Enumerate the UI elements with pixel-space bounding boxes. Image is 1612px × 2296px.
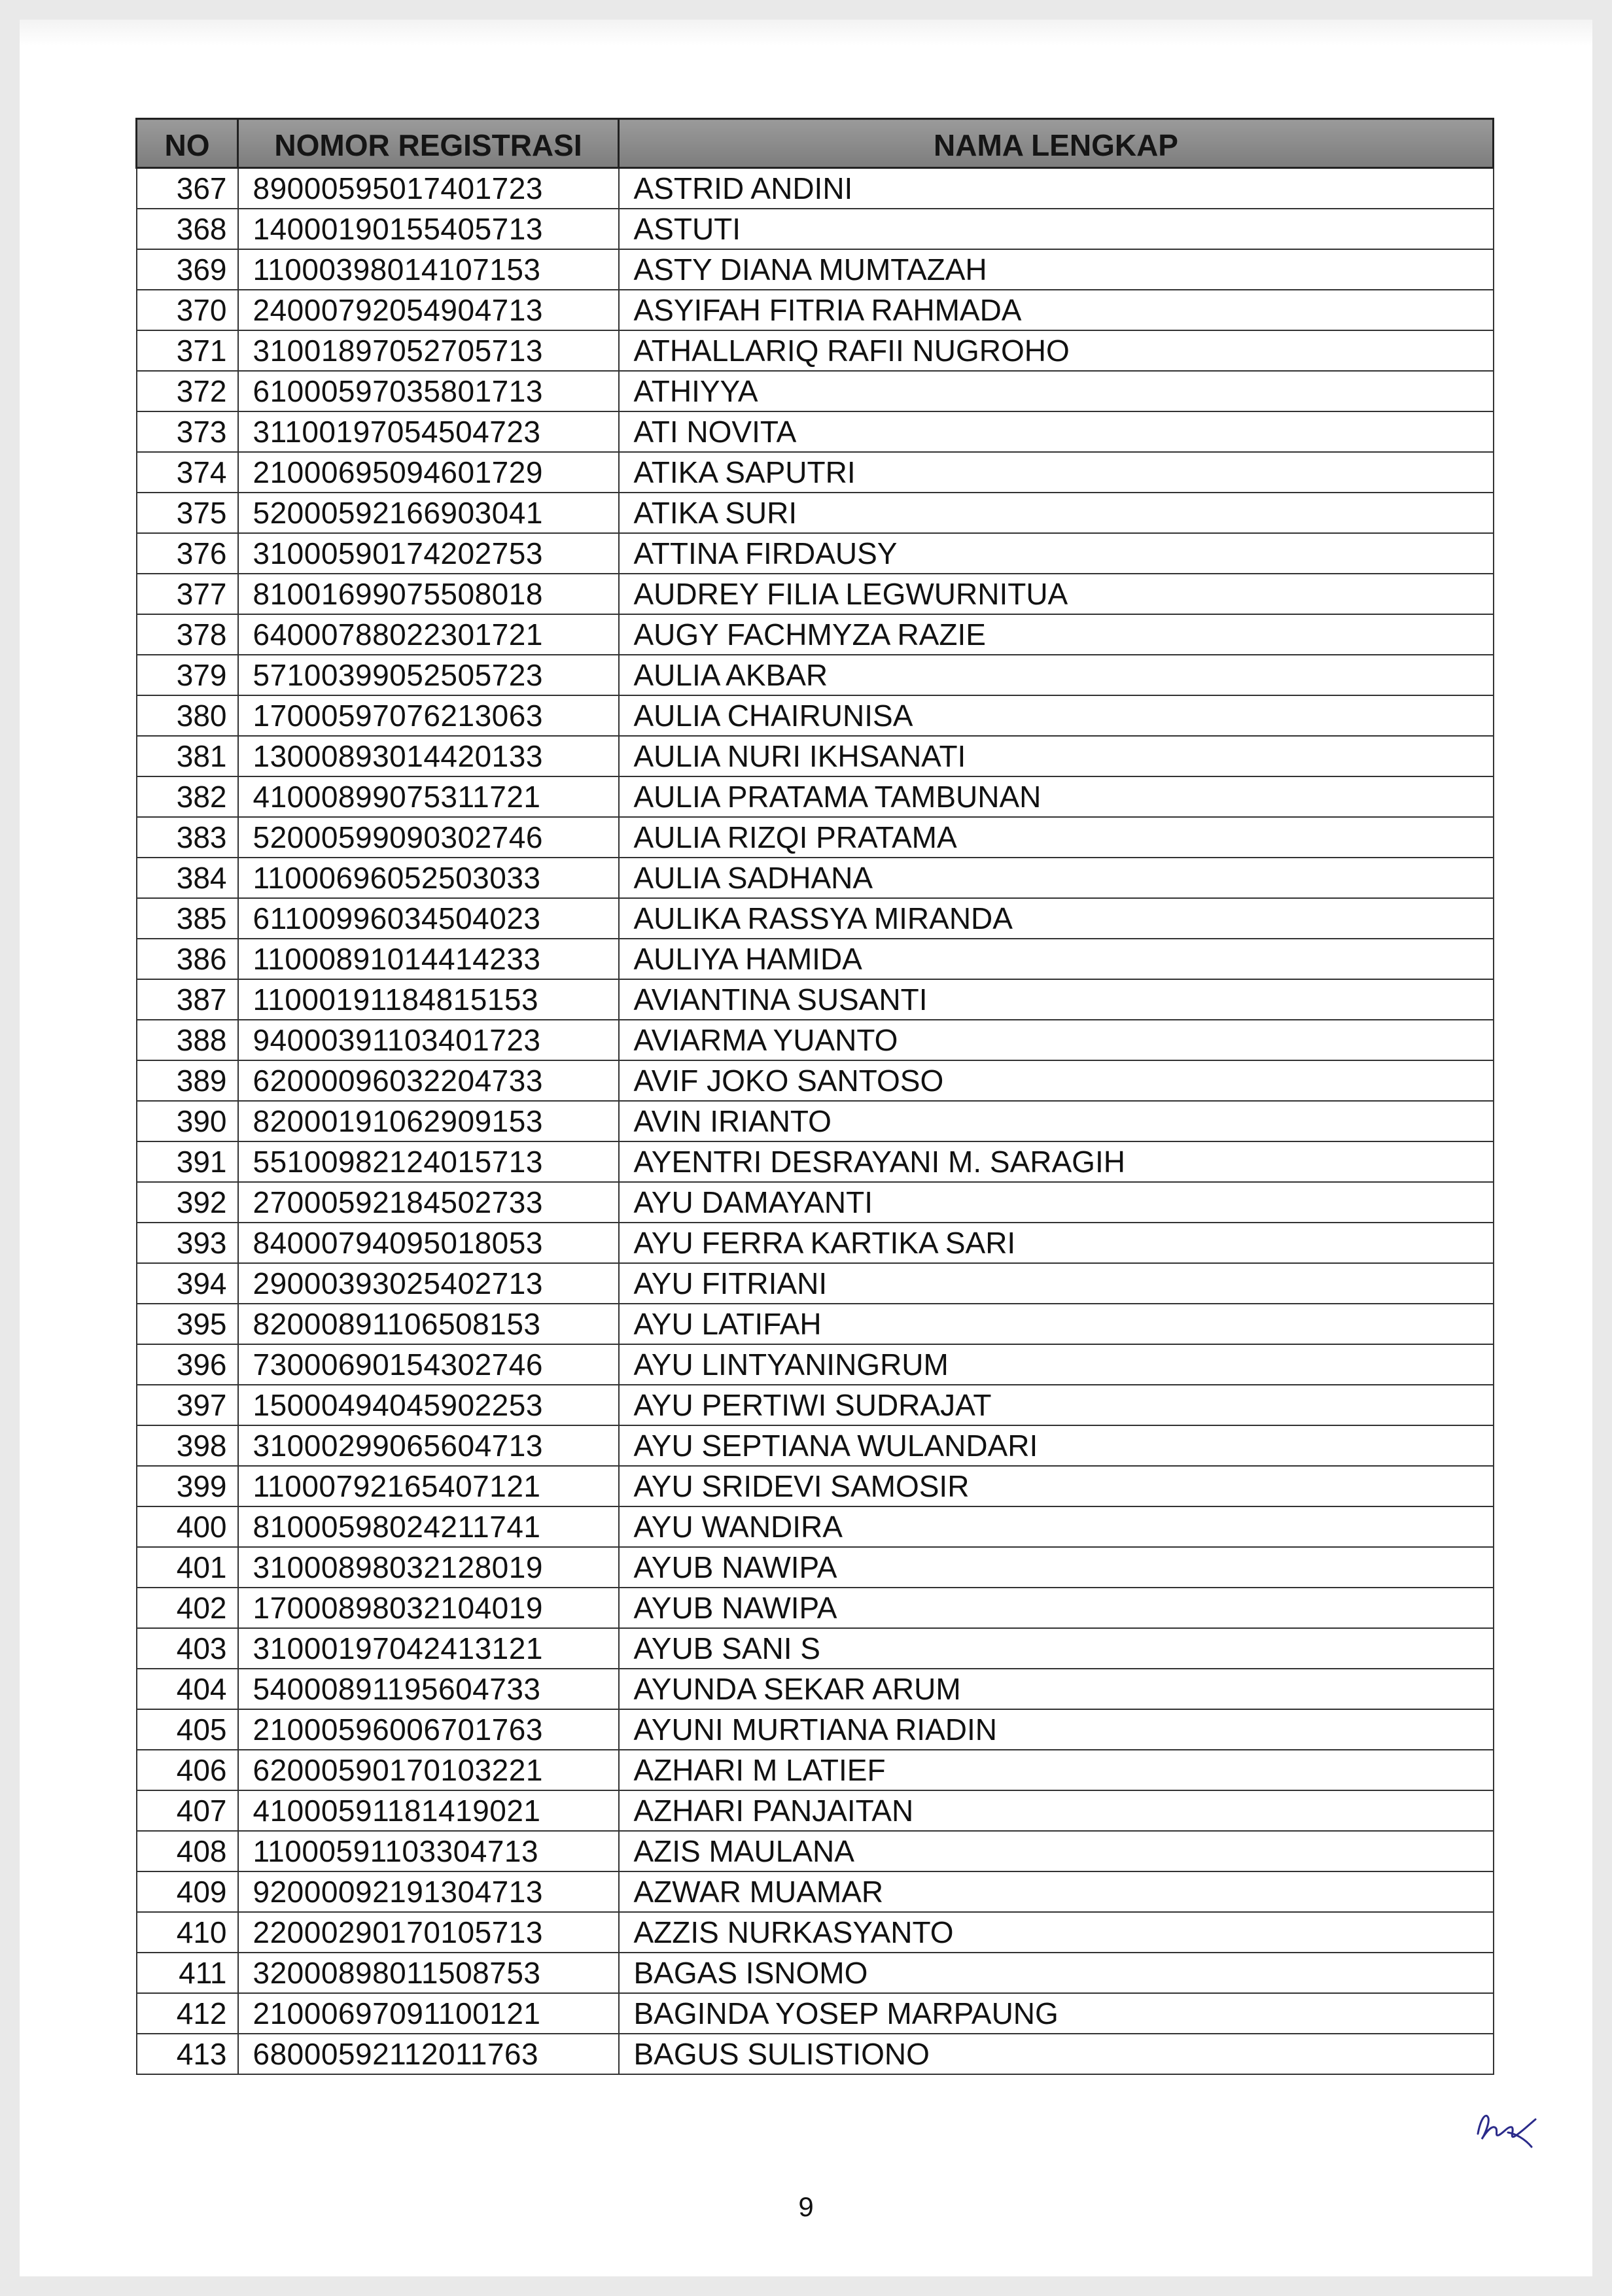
full-name: AULIA PRATAMA TAMBUNAN [619, 776, 1494, 817]
table-row [137, 330, 1494, 371]
registration-number: 17000597076213063 [238, 695, 619, 736]
table-row [137, 1141, 1494, 1182]
full-name: AULIA RIZQI PRATAMA [619, 817, 1494, 858]
registration-number: 11000591103304713 [238, 1831, 619, 1871]
registration-number: 73000690154302746 [238, 1344, 619, 1385]
row-number: 371 [137, 330, 238, 371]
row-number: 408 [137, 1831, 238, 1871]
table-row [137, 1506, 1494, 1547]
row-number: 394 [137, 1263, 238, 1304]
registration-number: 89000595017401723 [238, 168, 619, 209]
table-row [137, 1669, 1494, 1709]
row-number: 380 [137, 695, 238, 736]
row-number: 409 [137, 1871, 238, 1912]
row-number: 407 [137, 1790, 238, 1831]
header-registration-number: NOMOR REGISTRASI [238, 119, 619, 168]
registration-number: 55100982124015713 [238, 1141, 619, 1182]
registration-number: 31000197042413121 [238, 1628, 619, 1669]
table-row [137, 1060, 1494, 1101]
table-row [137, 411, 1494, 452]
registration-number: 13000893014420133 [238, 736, 619, 776]
registration-number: 68000592112011763 [238, 2034, 619, 2074]
table-row [137, 533, 1494, 574]
table-row [137, 574, 1494, 614]
table-row [137, 1628, 1494, 1669]
full-name: AZZIS NURKASYANTO [619, 1912, 1494, 1953]
full-name: ASTRID ANDINI [619, 168, 1494, 209]
registration-number: 61100996034504023 [238, 898, 619, 939]
full-name: AYUB SANI S [619, 1628, 1494, 1669]
full-name: AULIA CHAIRUNISA [619, 695, 1494, 736]
registration-number: 21000695094601729 [238, 452, 619, 493]
table-row [137, 1466, 1494, 1506]
full-name: AYENTRI DESRAYANI M. SARAGIH [619, 1141, 1494, 1182]
registration-number: 11000191184815153 [238, 979, 619, 1020]
full-name: AYUB NAWIPA [619, 1547, 1494, 1588]
full-name: AYU DAMAYANTI [619, 1182, 1494, 1223]
full-name: AYU SEPTIANA WULANDARI [619, 1425, 1494, 1466]
registration-number: 11000792165407121 [238, 1466, 619, 1506]
registration-number: 94000391103401723 [238, 1020, 619, 1060]
registration-number: 24000792054904713 [238, 290, 619, 330]
row-number: 378 [137, 614, 238, 655]
row-number: 384 [137, 858, 238, 898]
table-row [137, 736, 1494, 776]
table-row [137, 614, 1494, 655]
row-number: 393 [137, 1223, 238, 1263]
row-number: 375 [137, 493, 238, 533]
table-row [137, 1547, 1494, 1588]
registration-number: 31001897052705713 [238, 330, 619, 371]
header-full-name: NAMA LENGKAP [619, 119, 1494, 168]
row-number: 386 [137, 939, 238, 979]
row-number: 404 [137, 1669, 238, 1709]
table-header-row [137, 119, 1494, 168]
registration-number: 15000494045902253 [238, 1385, 619, 1425]
full-name: AULIYA HAMIDA [619, 939, 1494, 979]
full-name: AZWAR MUAMAR [619, 1871, 1494, 1912]
row-number: 376 [137, 533, 238, 574]
registration-number: 41000899075311721 [238, 776, 619, 817]
row-number: 390 [137, 1101, 238, 1141]
registration-number: 21000697091100121 [238, 1993, 619, 2034]
row-number: 370 [137, 290, 238, 330]
full-name: AZIS MAULANA [619, 1831, 1494, 1871]
full-name: AULIA NURI IKHSANATI [619, 736, 1494, 776]
registration-number: 52000599090302746 [238, 817, 619, 858]
table-row [137, 371, 1494, 411]
table-row [137, 979, 1494, 1020]
table-row [137, 1182, 1494, 1223]
table-row [137, 1588, 1494, 1628]
table-row [137, 1871, 1494, 1912]
table-row [137, 695, 1494, 736]
full-name: AYU FITRIANI [619, 1263, 1494, 1304]
table-row [137, 1425, 1494, 1466]
full-name: AYUNDA SEKAR ARUM [619, 1669, 1494, 1709]
row-number: 382 [137, 776, 238, 817]
row-number: 389 [137, 1060, 238, 1101]
table-row [137, 452, 1494, 493]
table-row [137, 898, 1494, 939]
header-no: NO [137, 119, 238, 168]
full-name: BAGUS SULISTIONO [619, 2034, 1494, 2074]
row-number: 397 [137, 1385, 238, 1425]
registration-number: 31000898032128019 [238, 1547, 619, 1588]
full-name: ATI NOVITA [619, 411, 1494, 452]
row-number: 385 [137, 898, 238, 939]
registration-number: 62000096032204733 [238, 1060, 619, 1101]
table-row [137, 249, 1494, 290]
full-name: AZHARI PANJAITAN [619, 1790, 1494, 1831]
full-name: AULIA AKBAR [619, 655, 1494, 695]
full-name: AVIANTINA SUSANTI [619, 979, 1494, 1020]
table-row [137, 1263, 1494, 1304]
full-name: AVIN IRIANTO [619, 1101, 1494, 1141]
row-number: 373 [137, 411, 238, 452]
row-number: 398 [137, 1425, 238, 1466]
initials-signature [1469, 2100, 1541, 2152]
full-name: BAGINDA YOSEP MARPAUNG [619, 1993, 1494, 2034]
registration-number: 11000398014107153 [238, 249, 619, 290]
full-name: ATTINA FIRDAUSY [619, 533, 1494, 574]
registration-number: 11000696052503033 [238, 858, 619, 898]
row-number: 406 [137, 1750, 238, 1790]
document-page [20, 20, 1592, 2276]
registration-number: 31100197054504723 [238, 411, 619, 452]
row-number: 379 [137, 655, 238, 695]
row-number: 381 [137, 736, 238, 776]
registration-number: 84000794095018053 [238, 1223, 619, 1263]
full-name: AYU LINTYANINGRUM [619, 1344, 1494, 1385]
row-number: 368 [137, 209, 238, 249]
row-number: 369 [137, 249, 238, 290]
table-row [137, 1831, 1494, 1871]
full-name: BAGAS ISNOMO [619, 1953, 1494, 1993]
full-name: AUDREY FILIA LEGWURNITUA [619, 574, 1494, 614]
row-number: 392 [137, 1182, 238, 1223]
table-row [137, 290, 1494, 330]
row-number: 372 [137, 371, 238, 411]
full-name: AULIA SADHANA [619, 858, 1494, 898]
full-name: ATIKA SURI [619, 493, 1494, 533]
full-name: ATHIYYA [619, 371, 1494, 411]
table-row [137, 1750, 1494, 1790]
table-row [137, 493, 1494, 533]
full-name: AYUNI MURTIANA RIADIN [619, 1709, 1494, 1750]
full-name: ASTY DIANA MUMTAZAH [619, 249, 1494, 290]
full-name: ASTUTI [619, 209, 1494, 249]
table-row [137, 1101, 1494, 1141]
registration-number: 41000591181419021 [238, 1790, 619, 1831]
full-name: AYUB NAWIPA [619, 1588, 1494, 1628]
table-row [137, 1912, 1494, 1953]
table-row [137, 1709, 1494, 1750]
full-name: AYU WANDIRA [619, 1506, 1494, 1547]
registration-number: 17000898032104019 [238, 1588, 619, 1628]
registration-number: 31000590174202753 [238, 533, 619, 574]
row-number: 367 [137, 168, 238, 209]
row-number: 402 [137, 1588, 238, 1628]
registration-number: 57100399052505723 [238, 655, 619, 695]
table-row [137, 1304, 1494, 1344]
registration-number: 82000891106508153 [238, 1304, 619, 1344]
table-row [137, 1020, 1494, 1060]
registration-number: 61000597035801713 [238, 371, 619, 411]
table-row [137, 817, 1494, 858]
table-row [137, 1790, 1494, 1831]
row-number: 410 [137, 1912, 238, 1953]
full-name: AYU PERTIWI SUDRAJAT [619, 1385, 1494, 1425]
registration-number: 29000393025402713 [238, 1263, 619, 1304]
registration-number: 27000592184502733 [238, 1182, 619, 1223]
full-name: AZHARI M LATIEF [619, 1750, 1494, 1790]
row-number: 388 [137, 1020, 238, 1060]
registration-number: 14000190155405713 [238, 209, 619, 249]
table-row [137, 1223, 1494, 1263]
full-name: AUGY FACHMYZA RAZIE [619, 614, 1494, 655]
row-number: 401 [137, 1547, 238, 1588]
full-name: AVIF JOKO SANTOSO [619, 1060, 1494, 1101]
table-row [137, 655, 1494, 695]
registration-number: 31000299065604713 [238, 1425, 619, 1466]
full-name: AYU FERRA KARTIKA SARI [619, 1223, 1494, 1263]
registration-number: 81000598024211741 [238, 1506, 619, 1547]
table-row [137, 2034, 1494, 2074]
registration-number: 11000891014414233 [238, 939, 619, 979]
row-number: 374 [137, 452, 238, 493]
scan-shadow [20, 20, 1592, 46]
registration-number: 52000592166903041 [238, 493, 619, 533]
registration-number: 21000596006701763 [238, 1709, 619, 1750]
registration-table [135, 118, 1494, 2075]
full-name: ATIKA SAPUTRI [619, 452, 1494, 493]
page-number: 9 [798, 2191, 814, 2222]
row-number: 400 [137, 1506, 238, 1547]
table-row [137, 1993, 1494, 2034]
registration-number: 54000891195604733 [238, 1669, 619, 1709]
full-name: AYU SRIDEVI SAMOSIR [619, 1466, 1494, 1506]
row-number: 377 [137, 574, 238, 614]
full-name: AYU LATIFAH [619, 1304, 1494, 1344]
table-row [137, 209, 1494, 249]
row-number: 399 [137, 1466, 238, 1506]
registration-number: 64000788022301721 [238, 614, 619, 655]
table-row [137, 776, 1494, 817]
table-row [137, 939, 1494, 979]
full-name: AULIKA RASSYA MIRANDA [619, 898, 1494, 939]
row-number: 391 [137, 1141, 238, 1182]
full-name: ASYIFAH FITRIA RAHMADA [619, 290, 1494, 330]
registration-number: 92000092191304713 [238, 1871, 619, 1912]
table-row [137, 1344, 1494, 1385]
registration-number: 22000290170105713 [238, 1912, 619, 1953]
registration-number: 62000590170103221 [238, 1750, 619, 1790]
row-number: 396 [137, 1344, 238, 1385]
full-name: ATHALLARIQ RAFII NUGROHO [619, 330, 1494, 371]
registration-number: 32000898011508753 [238, 1953, 619, 1993]
row-number: 412 [137, 1993, 238, 2034]
table-row [137, 1953, 1494, 1993]
row-number: 395 [137, 1304, 238, 1344]
full-name: AVIARMA YUANTO [619, 1020, 1494, 1060]
table-row [137, 168, 1494, 209]
table-row [137, 858, 1494, 898]
table-row [137, 1385, 1494, 1425]
row-number: 405 [137, 1709, 238, 1750]
row-number: 411 [137, 1953, 238, 1993]
row-number: 387 [137, 979, 238, 1020]
row-number: 403 [137, 1628, 238, 1669]
row-number: 383 [137, 817, 238, 858]
registration-number: 81001699075508018 [238, 574, 619, 614]
row-number: 413 [137, 2034, 238, 2074]
registration-number: 82000191062909153 [238, 1101, 619, 1141]
